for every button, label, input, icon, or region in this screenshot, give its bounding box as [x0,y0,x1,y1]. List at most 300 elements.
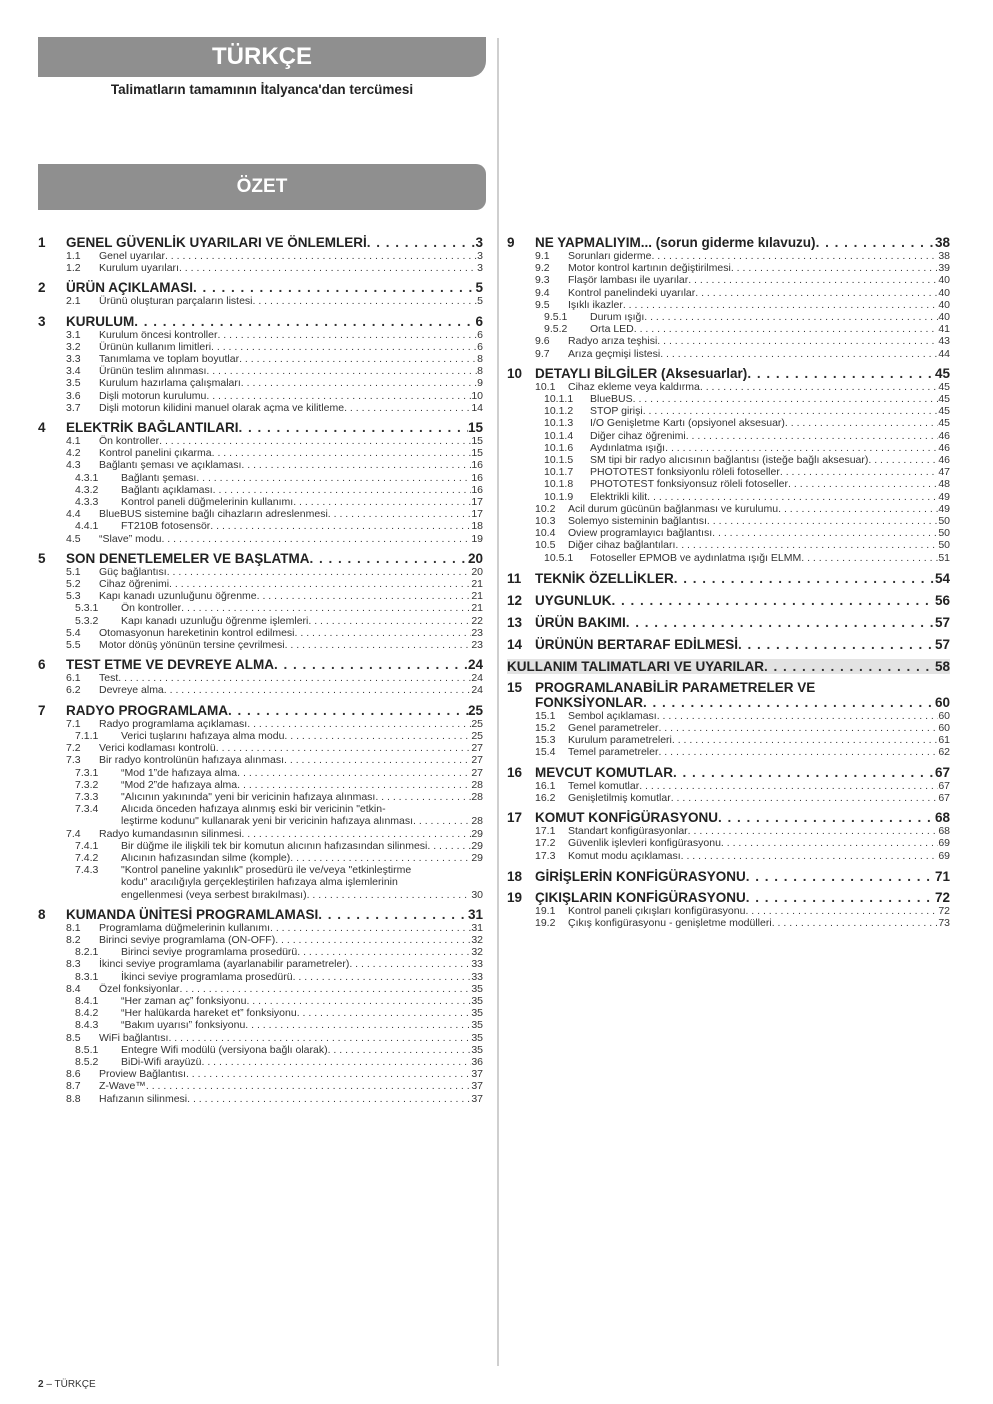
entry-number: 8.1 [66,921,81,934]
toc-section [38,420,483,545]
toc-entry-line [507,311,950,323]
entry-title: Genişletilmiş komutlar [568,791,671,804]
leader-dots [675,539,938,551]
entry-number: 7.1 [66,717,81,730]
entry-page: 28 [471,778,483,791]
toc-entry-line [38,803,483,815]
entry-page: 49 [938,490,950,503]
leader-dots [246,995,471,1007]
entry-page: 29 [471,839,483,852]
entry-number: 1.2 [66,262,81,275]
toc-entry-line [38,353,483,365]
entry-number: 7.3.2 [75,778,99,791]
leader-dots [780,466,938,478]
toc-chapter-line [507,680,950,695]
entry-page: 31 [471,921,483,934]
leader-dots [344,402,471,414]
leader-dots [647,491,938,503]
chapter-page: 57 [934,614,950,630]
chapter-page: 3 [475,235,483,250]
chapter-number: 3 [38,313,46,329]
chapter-number: 13 [507,614,523,630]
toc-entry-line [507,491,950,503]
leader-dots [118,672,471,684]
chapter-page: 57 [934,636,950,652]
leader-dots [718,810,935,825]
entry-number: 15.1 [535,709,556,722]
entry-page: 29 [471,827,483,840]
chapter-number: 5 [38,550,46,566]
leader-dots [634,323,939,335]
entry-number: 7.3 [66,754,81,767]
entry-page: 8 [477,365,483,378]
entry-number: 8.6 [66,1068,81,1081]
entry-title: Ürünün kullanım limitleri [99,340,212,353]
entry-number: 8.4.3 [75,1019,99,1032]
entry-title: Durum ışığı [590,311,645,324]
entry-number: 7.2 [66,742,81,755]
leader-dots [239,420,468,435]
entry-title: BlueBUS sistemine bağlı cihazların adreslenmesi [99,508,328,521]
toc-chapter-line [38,314,483,329]
entry-number: 4.3.1 [75,471,99,484]
entry-page: 19 [471,532,483,545]
toc-entry-line [38,791,483,803]
entry-number: 10.1.9 [544,490,574,503]
leader-dots [367,235,476,250]
leader-dots [644,311,938,323]
entry-number: 5.3 [66,590,81,603]
leader-dots [167,566,472,578]
entry-number: 3.6 [66,389,81,402]
entry-page: 5 [477,295,483,308]
chapter-number: 10 [507,365,523,381]
toc-entry-line [38,533,483,545]
entry-title: Verici tuşlarını hafızaya alma modu [121,729,285,742]
leader-dots [673,765,935,780]
entry-page: 9 [477,377,483,390]
leader-dots [206,390,471,402]
chapter-title: DETAYLI BİLGİLER (Aksesuarlar) [535,365,748,381]
leader-dots [216,742,472,754]
entry-title: Kapı kanadı uzunluğunu öğrenme [99,590,257,603]
toc-entry-line [507,287,950,299]
leader-dots [245,1019,471,1031]
entry-title: Entegre Wifi modülü (versiyona bağlı olarak) [121,1043,328,1056]
leader-dots [349,958,471,970]
toc-entry-line [38,876,483,888]
entry-page: 21 [471,602,483,615]
leader-dots [686,430,939,442]
entry-number: 17.2 [535,837,556,850]
entry-number: 4.5 [66,532,81,545]
entry-number: 4.4 [66,508,81,521]
leader-dots [665,442,938,454]
entry-page: 60 [938,722,950,735]
chapter-page: 56 [934,592,950,608]
leader-dots [688,825,939,837]
entry-page: 30 [471,888,483,901]
entry-title: Alıcının hafızasından silme (komple) [121,851,291,864]
toc-entry-line [38,262,483,274]
entry-page: 15 [471,447,483,460]
entry-title: Diğer cihaz öğrenimi [590,429,686,442]
entry-number: 5.3.2 [75,614,99,627]
entry-title: BlueBUS [590,393,633,406]
entry-title: Çıkış konfigürasyonu - genişletme modülleri [568,916,772,929]
leader-dots [721,837,938,849]
toc-section [38,235,483,274]
entry-title: İkinci seviye programlama (ayarlanabilir parametreler) [99,958,350,971]
leader-dots [196,472,471,484]
entry-title: Oview programlayıcı bağlantısı [568,527,713,540]
entry-number: 10.1.8 [544,478,574,491]
toc-entry-line [507,323,950,335]
entry-number: 3.2 [66,340,81,353]
entry-page: 72 [938,904,950,917]
leader-dots [660,348,938,360]
entry-title: Bağlantı şeması ve açıklaması [99,459,242,472]
leader-dots [801,552,938,564]
chapter-title: ÜRÜN BAKIMI [535,614,626,630]
entry-number: 10.1 [535,380,556,393]
entry-title: "Alıcının yakınında" yeni bir vericinin hafızaya alınması [121,790,376,803]
entry-page: 14 [471,401,483,414]
leader-dots [307,889,472,901]
leader-dots [738,637,935,652]
leader-dots [193,280,475,295]
entry-title: Z-Wave™ [99,1080,146,1093]
entry-number: 8.7 [66,1080,81,1093]
entry-page: 40 [938,286,950,299]
toc-entry-line [507,746,950,758]
leader-dots [290,852,471,864]
entry-number: 3.1 [66,328,81,341]
toc-entry-line [38,946,483,958]
entry-title: Kontrol paneli çıkışları konfigürasyonu [568,904,746,917]
leader-dots [257,590,472,602]
toc-entry-line [38,934,483,946]
entry-page: 62 [938,746,950,759]
entry-page: 46 [938,429,950,442]
leader-dots [293,971,472,983]
chapter-page: 5 [475,280,483,296]
entry-page: 40 [938,311,950,324]
entry-page: 46 [938,454,950,467]
entry-page: 37 [471,1068,483,1081]
toc-entry-line [38,508,483,520]
entry-page: 16 [471,471,483,484]
toc-entry-line [38,435,483,447]
column-divider [497,38,499,1366]
entry-page: 32 [471,946,483,959]
entry-page: 17 [471,508,483,521]
toc-section [507,810,950,862]
leader-dots [284,730,471,742]
leader-dots [270,922,471,934]
entry-title: Birinci seviye programlama prosedürü [121,946,298,959]
entry-title: Standart konfigürasyonlar [568,825,688,838]
leader-dots [657,710,939,722]
entry-number: 16.1 [535,779,556,792]
entry-title: Sembol açıklaması [568,709,657,722]
chapter-page: 71 [934,868,950,884]
leader-dots [633,393,939,405]
entry-number: 15.2 [535,722,556,735]
leader-dots [297,1007,472,1019]
toc-entry-line [38,718,483,730]
entry-page: 40 [938,298,950,311]
entry-title: Ürünü oluşturan parçaların listesi [99,295,253,308]
entry-title: Arıza geçmişi listesi [568,347,661,360]
toc-section [38,551,483,651]
entry-number: 19.1 [535,904,556,917]
chapter-number: 18 [507,868,523,884]
chapter-title: KURULUM [66,313,135,329]
entry-number: 9.5 [535,298,550,311]
toc-section [507,890,950,929]
toc-chapter-line [507,869,950,884]
entry-number: 4.1 [66,435,81,448]
chapter-title: KUMANDA ÜNİTESİ PROGRAMLAMASI [66,906,319,922]
toc-chapter-line [507,810,950,825]
entry-number: 8.3.1 [75,970,99,983]
toc-section [507,680,950,759]
leader-dots [688,274,938,286]
entry-number: 7.3.3 [75,790,99,803]
entry-title: Hafızanın silinmesi [99,1092,188,1105]
toc-entry-line [507,527,950,539]
toc-entry-line [38,402,483,414]
entry-number: 3.4 [66,365,81,378]
entry-number: 4.3.2 [75,483,99,496]
entry-title: Cihaz öğrenimi [99,578,170,591]
leader-dots [179,262,477,274]
entry-number: 5.2 [66,578,81,591]
chapter-title: SON DENETLEMELER VE BAŞLATMA [66,550,310,566]
toc-entry-line [507,710,950,722]
entry-page: 50 [938,539,950,552]
entry-page: 23 [471,626,483,639]
entry-page: 67 [938,791,950,804]
entry-title: Ön kontroller [99,435,160,448]
chapter-title: NE YAPMALIYIM... (sorun giderme kılavuzu) [535,235,816,250]
entry-page: 45 [938,417,950,430]
leader-dots [202,1056,472,1068]
leader-dots [293,496,471,508]
leader-dots [868,454,938,466]
entry-page: 47 [938,466,950,479]
entry-title: Kontrol panelindeki uyarılar [568,286,696,299]
toc-entry-line [38,602,483,614]
toc-entry-line [38,341,483,353]
leader-dots [375,791,471,803]
entry-page: 24 [471,684,483,697]
toc-entry-line [38,828,483,840]
toc-section [38,703,483,901]
toc-entry-line [507,442,950,454]
toc-entry-line [507,454,950,466]
entry-number: 9.3 [535,274,550,287]
toc-entry-line [507,539,950,551]
toc-section [507,869,950,884]
entry-page: 27 [471,742,483,755]
entry-page: 35 [471,994,483,1007]
entry-number: 19.2 [535,916,556,929]
entry-title: “Her halükarda hareket et” fonksiyonu [121,1007,297,1020]
entry-page: 27 [471,754,483,767]
entry-page: 3 [477,262,483,275]
leader-dots [772,917,939,929]
leader-dots [623,299,938,311]
entry-page: 61 [938,734,950,747]
toc-entry-line [38,365,483,377]
leader-dots [186,1068,471,1080]
entry-title: “Mod 1”de hafızaya alma [121,766,238,779]
leader-dots [413,815,471,827]
toc-entry-line [38,627,483,639]
toc-chapter-line [507,637,950,652]
entry-number: 8.5.2 [75,1055,99,1068]
leader-dots [672,734,938,746]
entry-title: Kontrol paneli düğmelerinin kullanımı [121,496,294,509]
entry-page: 6 [477,328,483,341]
entry-page: 43 [938,335,950,348]
entry-title: Kurulum uyarıları [99,262,179,275]
toc-entry-line [38,377,483,389]
leader-dots [134,314,475,329]
entry-page: 28 [471,815,483,828]
entry-number: 9.2 [535,262,550,275]
leader-dots [674,571,935,586]
toc-entry-line [507,792,950,804]
leader-dots [695,287,938,299]
chapter-title-cont: FONKSİYONLAR [535,694,643,710]
toc-entry-line [507,850,950,862]
entry-number: 7.4.2 [75,851,99,864]
toc-section [507,235,950,360]
entry-title: “Mod 2”de hafızaya alma [121,778,238,791]
entry-number: 9.5.2 [544,323,568,336]
leader-dots [212,447,472,459]
entry-number: 15.3 [535,734,556,747]
entry-title-cont: engellenmesi (veya serbest bırakılması) [121,888,307,901]
entry-title-cont: leştirme kodunu" kullanarak yeni bir vericinin hafızaya alınması [121,815,414,828]
entry-number: 10.3 [535,515,556,528]
toc-entry-line [507,478,950,490]
toc-entry-line [38,730,483,742]
entry-page: 28 [471,790,483,803]
toc-entry-line [38,1093,483,1105]
entry-number: 8.4 [66,982,81,995]
entry-number: 10.1.5 [544,454,574,467]
toc-chapter-line [38,703,483,718]
entry-title: Devreye alma [99,684,164,697]
chapter-number: 7 [38,702,46,718]
entry-title: STOP girişi [590,405,643,418]
leader-dots [612,593,935,608]
chapter-title: PROGRAMLANABİLİR PARAMETRELER VE [535,679,816,695]
entry-title: "Kontrol paneline yakınlık" prosedürü ile ve/veya "etkinleştirme [121,864,412,877]
leader-dots [671,792,939,804]
leader-dots [275,934,471,946]
chapter-number: 4 [38,420,46,436]
entry-number: 8.5.1 [75,1043,99,1056]
toc-entry-line [38,815,483,827]
entry-title: Verici kodlaması kontrolü [99,742,216,755]
leader-dots [788,478,938,490]
toc-entry-line [38,590,483,602]
entry-page: 22 [471,614,483,627]
entry-number: 10.1.7 [544,466,574,479]
entry-number: 15.4 [535,746,556,759]
entry-title: PHOTOTEST fonksiyonsuz röleli fotoseller [590,478,789,491]
entry-number: 8.4.1 [75,994,99,1007]
entry-title: Ürünün teslim alınması [99,365,207,378]
chapter-page: 58 [934,658,950,674]
chapter-title: KOMUT KONFİGÜRASYONU [535,810,718,826]
toc-entry-line [38,615,483,627]
toc-entry-line [507,417,950,429]
leader-dots [210,520,471,532]
entry-page: 60 [938,709,950,722]
toc-entry-line [507,837,950,849]
toc-chapter-line [507,615,950,630]
toc-entry-line [507,405,950,417]
chapter-title: TEST ETME VE DEVREYE ALMA [66,657,275,673]
toc-section [38,657,483,696]
chapter-title: ÇIKIŞLARIN KONFİGÜRASYONU [535,889,746,905]
entry-page: 36 [471,1055,483,1068]
entry-page: 16 [471,459,483,472]
toc-entry-line [38,1044,483,1056]
entry-page: 17 [471,496,483,509]
chapter-page: 54 [934,570,950,586]
entry-page: 6 [477,340,483,353]
toc-entry-line [507,825,950,837]
toc-entry-line [507,250,950,262]
entry-number: 3.3 [66,353,81,366]
entry-page: 35 [471,1007,483,1020]
entry-number: 17.1 [535,825,556,838]
toc-entry-line [38,684,483,696]
leader-dots [217,329,477,341]
entry-number: 3.7 [66,401,81,414]
toc-entry-line [38,472,483,484]
chapter-page: 38 [934,235,950,250]
entry-title-cont: kodu" aracılığıyla gerçekleştirilen hafızaya alma işlemlerinin [121,876,398,889]
chapter-page: 25 [467,702,483,718]
chapter-title: GENEL GÜVENLİK UYARILARI VE ÖNLEMLERİ [66,235,367,250]
entry-title: Bir radyo kontrolünün hafızaya alınması [99,754,285,767]
entry-page: 39 [938,262,950,275]
entry-number: 7.4.1 [75,839,99,852]
entry-title: Kurulum hazırlama çalışmaları [99,377,241,390]
chapter-title: TEKNİK ÖZELLİKLER [535,570,674,586]
entry-number: 7.1.1 [75,729,99,742]
toc-entry-line [38,578,483,590]
toc-entry-line [507,780,950,792]
entry-number: 10.2 [535,502,556,515]
toc-section [507,615,950,630]
entry-number: 10.5.1 [544,551,574,564]
entry-number: 9.1 [535,250,550,262]
toc-entry-line [507,466,950,478]
entry-number: 7.4 [66,827,81,840]
chapter-page: 45 [934,365,950,381]
toc-entry-line [38,971,483,983]
entry-number: 10.4 [535,527,556,540]
